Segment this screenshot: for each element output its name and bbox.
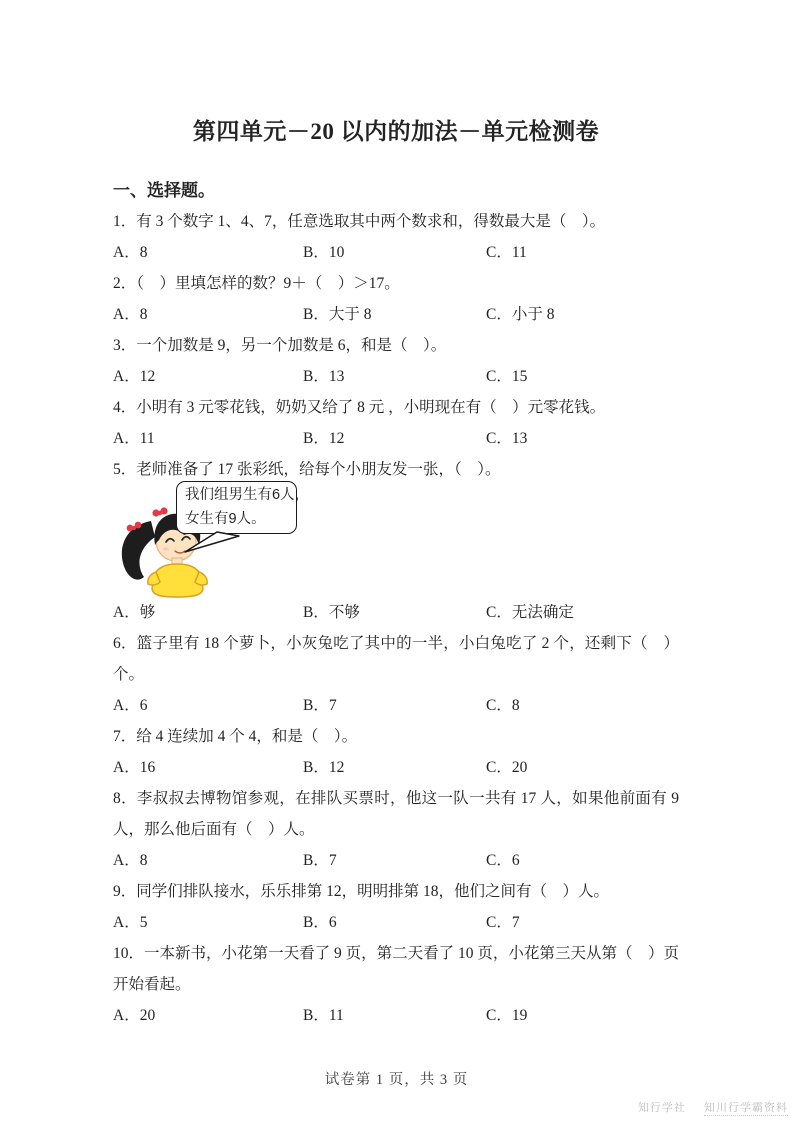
option-a: A．8 — [113, 244, 148, 261]
question-4 — [113, 392, 679, 454]
option-a: A．11 — [113, 430, 155, 447]
watermark-text-left: 知行学社 — [637, 1102, 686, 1114]
option-a: A．8 — [113, 306, 148, 323]
option-a: A．8 — [113, 852, 148, 869]
options-row — [113, 423, 679, 454]
question-5-illustration — [113, 481, 679, 597]
question-stem: 5．老师准备了 17 张彩纸，给每个小朋友发一张，（ ）。 — [113, 461, 501, 478]
option-c: C．8 — [486, 697, 520, 714]
options-row — [113, 690, 679, 721]
question-7 — [113, 721, 679, 783]
question-stem: 6．篮子里有 18 个萝卜，小灰兔吃了其中的一半，小白兔吃了 2 个，还剩下（ ）个。 — [113, 635, 679, 683]
question-6 — [113, 628, 679, 721]
section-heading: 一、选择题。 — [113, 181, 215, 200]
speech-bubble-line2: 女生有9人。 — [185, 510, 266, 527]
question-8 — [113, 783, 679, 876]
option-a: A．6 — [113, 697, 148, 714]
option-c: C．13 — [486, 430, 528, 447]
question-stem: 10．一本新书，小花第一天看了 9 页，第二天看了 10 页，小花第三天从第（ ）页开始看起。 — [113, 945, 679, 993]
watermark-text-right: 知川行学霸资料 — [704, 1102, 788, 1114]
question-stem: 1．有 3 个数字 1、4、7，任意选取其中两个数求和，得数最大是（ ）。 — [113, 213, 606, 230]
option-b: B．6 — [303, 914, 337, 931]
speech-bubble-tail — [183, 531, 243, 555]
page-title: 第四单元－20 以内的加法－单元检测卷 — [192, 119, 600, 144]
option-b: B．7 — [303, 697, 337, 714]
option-c: C．小于 8 — [486, 306, 555, 323]
question-stem: 2．（ ）里填怎样的数？9＋（ ）＞17。 — [113, 275, 400, 292]
option-c: C．6 — [486, 852, 520, 869]
question-stem: 3．一个加数是 9，另一个加数是 6，和是（ ）。 — [113, 337, 447, 354]
option-c: C．15 — [486, 368, 528, 385]
question-1 — [113, 206, 679, 268]
option-a: A．12 — [113, 368, 156, 385]
option-a: A．20 — [113, 1007, 156, 1024]
option-b: B．大于 8 — [303, 306, 372, 323]
option-c: C．20 — [486, 759, 528, 776]
options-row — [113, 1000, 679, 1031]
options-row — [113, 752, 679, 783]
option-b: B．12 — [303, 430, 345, 447]
options-row — [113, 237, 679, 268]
option-b: B．不够 — [303, 604, 360, 621]
options-row — [113, 299, 679, 330]
question-5 — [113, 454, 679, 628]
option-c: C．无法确定 — [486, 604, 574, 621]
option-b: B．11 — [303, 1007, 344, 1024]
question-stem: 7．给 4 连续加 4 个 4，和是（ ）。 — [113, 728, 358, 745]
page-number-footer: 试卷第 1 页，共 3 页 — [324, 1072, 469, 1088]
option-b: B．13 — [303, 368, 345, 385]
option-a: A．够 — [113, 604, 156, 621]
option-a: A．16 — [113, 759, 156, 776]
option-a: A．5 — [113, 914, 148, 931]
question-3 — [113, 330, 679, 392]
question-10 — [113, 938, 679, 1031]
watermark — [638, 1099, 788, 1115]
question-stem: 8．李叔叔去博物馆参观，在排队买票时，他这一队一共有 17 人，如果他前面有 9 人，那么他后面有（ ）人。 — [113, 790, 679, 838]
question-9 — [113, 876, 679, 938]
options-row — [113, 845, 679, 876]
question-stem: 4．小明有 3 元零花钱，奶奶又给了 8 元 ，小明现在有（ ）元零花钱。 — [113, 399, 606, 416]
option-b: B．12 — [303, 759, 345, 776]
question-stem: 9．同学们排队接水，乐乐排第 12，明明排第 18，他们之间有（ ）人。 — [113, 883, 610, 900]
option-b: B．10 — [303, 244, 345, 261]
options-row — [113, 361, 679, 392]
speech-bubble — [176, 481, 310, 534]
page-content — [113, 116, 679, 1031]
option-c: C．7 — [486, 914, 520, 931]
options-row — [113, 597, 679, 628]
option-b: B．7 — [303, 852, 337, 869]
question-2 — [113, 268, 679, 330]
speech-bubble-line1: 我们组男生有6人， — [185, 487, 310, 503]
options-row — [113, 907, 679, 938]
option-c: C．11 — [486, 244, 527, 261]
option-c: C．19 — [486, 1007, 528, 1024]
